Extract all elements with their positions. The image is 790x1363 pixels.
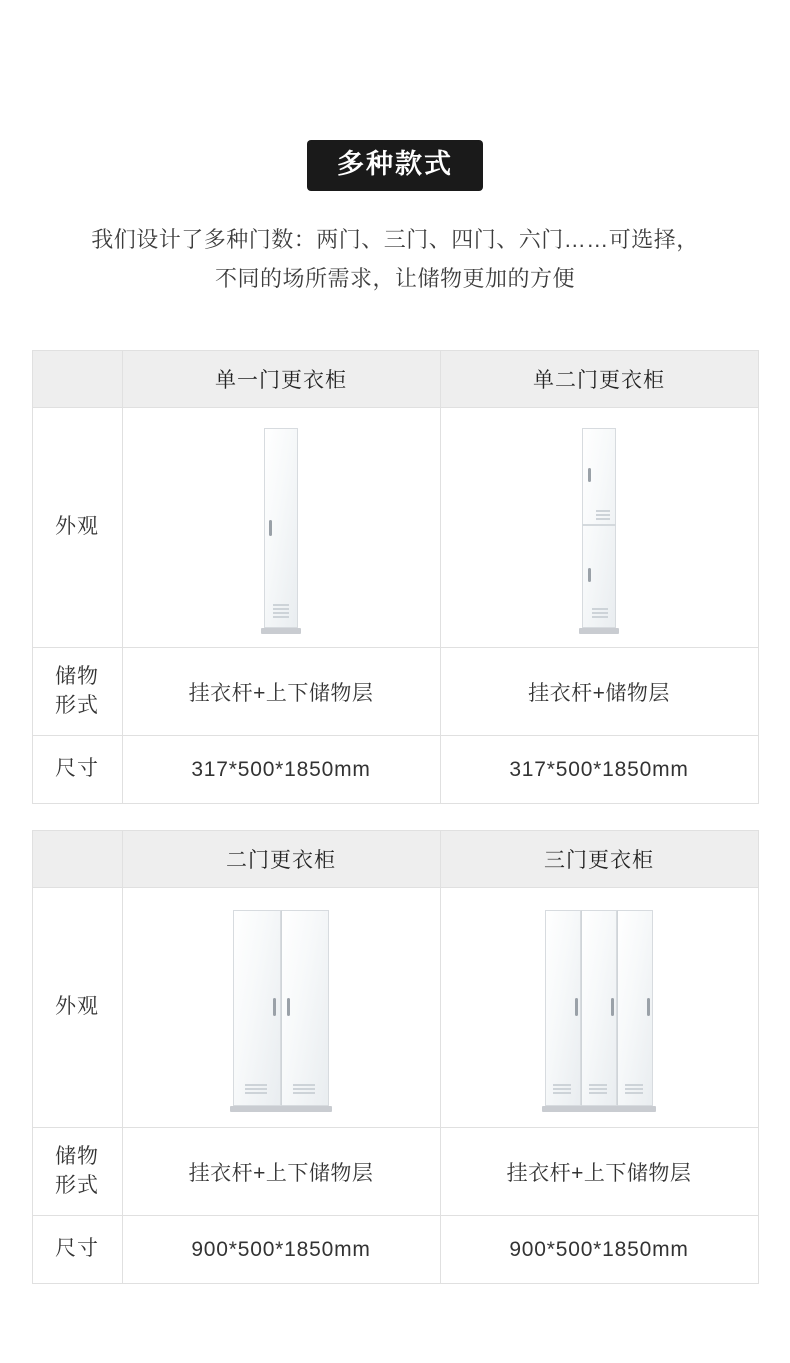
section-subtitle <box>0 221 790 298</box>
vent-slots-icon <box>245 1084 267 1094</box>
heading-badge: 多种款式 <box>307 140 483 191</box>
table-row-appearance <box>32 408 758 648</box>
table-row-size <box>32 1216 758 1284</box>
door-handle-icon <box>269 520 272 536</box>
storage-form-three-door: 挂衣杆+上下储物层 <box>440 1128 758 1216</box>
locker-image-cell-single-door <box>122 408 440 648</box>
size-single-two-door: 317*500*1850mm <box>440 736 758 804</box>
row-label-appearance: 外观 <box>32 408 122 648</box>
row-label-line-1: 储物 <box>55 665 99 689</box>
column-header-single-two-door: 单二门更衣柜 <box>440 351 758 408</box>
locker-base <box>261 628 301 634</box>
door-handle-icon <box>575 998 578 1016</box>
table-header-row <box>32 351 758 408</box>
locker-image-cell-three-door <box>440 888 758 1128</box>
row-label-line-1: 储物 <box>55 1145 99 1169</box>
vent-slots-icon <box>589 1084 607 1094</box>
table-row-storage-form <box>32 1128 758 1216</box>
row-label-size: 尺寸 <box>32 1216 122 1284</box>
vent-slots-icon <box>273 604 289 618</box>
subtitle-line-2: 不同的场所需求，让储物更加的方便 <box>214 265 575 291</box>
table-row-storage-form <box>32 648 758 736</box>
door-handle-icon <box>273 998 276 1016</box>
size-three-door: 900*500*1850mm <box>440 1216 758 1284</box>
three-door-locker-image <box>442 910 757 1106</box>
door-handle-icon <box>611 998 614 1016</box>
storage-form-single-two-door: 挂衣杆+储物层 <box>440 648 758 736</box>
door-handle-icon <box>287 998 290 1016</box>
row-label-line-2: 形式 <box>55 1173 99 1197</box>
spec-table-2 <box>32 830 759 1284</box>
vent-slots-icon <box>625 1084 643 1094</box>
door-divider <box>582 524 616 526</box>
locker-base <box>579 628 619 634</box>
vent-slots-icon <box>596 510 610 520</box>
locker-illustration <box>264 428 298 628</box>
spec-table-1 <box>32 350 759 804</box>
table-header-row <box>32 831 758 888</box>
two-door-locker-image <box>124 910 439 1106</box>
locker-illustration <box>233 910 329 1106</box>
locker-illustration <box>582 428 616 628</box>
single-door-locker-image <box>124 428 439 628</box>
row-label-size: 尺寸 <box>32 736 122 804</box>
locker-base <box>542 1106 656 1112</box>
column-header-three-door: 三门更衣柜 <box>440 831 758 888</box>
locker-base <box>230 1106 332 1112</box>
size-single-door: 317*500*1850mm <box>122 736 440 804</box>
subtitle-line-1: 我们设计了多种门数：两门、三门、四门、六门……可选择， <box>91 227 699 252</box>
column-header-single-door: 单一门更衣柜 <box>122 351 440 408</box>
door-handle-icon <box>647 998 650 1016</box>
locker-door <box>582 428 616 628</box>
vent-slots-icon <box>293 1084 315 1094</box>
storage-form-two-door: 挂衣杆+上下储物层 <box>122 1128 440 1216</box>
section-heading <box>0 0 790 191</box>
table-row-size <box>32 736 758 804</box>
door-handle-icon <box>588 568 591 582</box>
door-handle-icon <box>588 468 591 482</box>
locker-image-cell-single-two-door <box>440 408 758 648</box>
row-label-storage-form <box>32 1128 122 1216</box>
row-label-storage-form <box>32 648 122 736</box>
locker-image-cell-two-door <box>122 888 440 1128</box>
table-corner-cell <box>32 351 122 408</box>
storage-form-single-door: 挂衣杆+上下储物层 <box>122 648 440 736</box>
size-two-door: 900*500*1850mm <box>122 1216 440 1284</box>
locker-illustration <box>545 910 653 1106</box>
vent-slots-icon <box>592 608 608 618</box>
vent-slots-icon <box>553 1084 571 1094</box>
row-label-appearance: 外观 <box>32 888 122 1128</box>
column-header-two-door: 二门更衣柜 <box>122 831 440 888</box>
single-two-door-locker-image <box>442 428 757 628</box>
row-label-line-2: 形式 <box>55 693 99 717</box>
table-corner-cell <box>32 831 122 888</box>
table-row-appearance <box>32 888 758 1128</box>
